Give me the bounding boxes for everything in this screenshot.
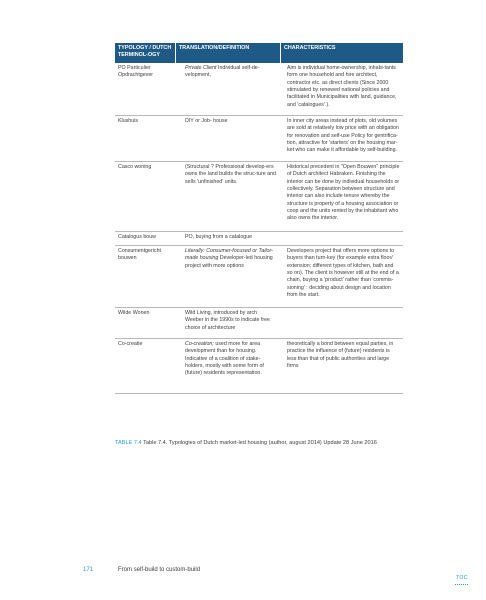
- page-number: 171: [83, 567, 94, 573]
- header-characteristics: CHARACTERISTICS: [280, 43, 403, 63]
- cell-typology: Co-creatie: [118, 340, 143, 347]
- cell-characteristics: Developers project that offers more options to buyers than turn-key (for example extra floor/ extension; different types of kitchen, bath and so on). The client is however still at the end of a chain, buying a 'product' rather than 'commis-sioning' : deciding about design and location from the start.: [280, 246, 403, 307]
- typology-table: [115, 43, 403, 394]
- caption-tag: TABLE 7.4: [115, 440, 142, 446]
- cell-translation: [175, 308, 280, 338]
- table-row: [115, 63, 403, 116]
- running-footer-title: From self-build to custom-build: [118, 567, 201, 573]
- cell-translation: [175, 246, 280, 307]
- cell-translation: [175, 232, 280, 245]
- cell-characteristics: [280, 232, 403, 245]
- header-typology: TYPOLOGY / DUTCH TERMINOL-OGY: [118, 45, 172, 59]
- table-row: [115, 162, 403, 232]
- cell-characteristics: theoretically a bond between equal parties, in practice the influence of (future) residents is less than that of public authorities and large firms: [280, 339, 403, 393]
- header-translation: TRANSLATION/DEFINITION: [175, 43, 280, 63]
- cell-characteristics: Historical precedent in "Open Bouwen" principle of Dutch architect Habraken. Finishing the interior can be done by individual households or collectively. Separation between structure and interior can also include tenure whereby the structure is property of a housing association or coop and the units rented by the inhabitant who also owns the interior.: [280, 162, 403, 231]
- toc-underline: [455, 584, 468, 585]
- cell-translation: [175, 339, 280, 393]
- cell-translation-text: (Structural ? Professional develop-ers owns the land builds the struc-ture and sells 'unfinished' units.: [185, 163, 276, 185]
- table-header: [115, 43, 403, 63]
- cell-typology: Wilde Wonen: [118, 309, 150, 316]
- cell-characteristics: In inner city areas instead of plots, old volumes are sold at relatively low price with an obligation for renovation and self-use Policy for gentrifica-tion, attractive for 'starters' on the housing mar-ket who can make it affordable by self-building.: [280, 116, 403, 161]
- cell-typology: Catalogus bouw: [118, 233, 156, 240]
- cell-translation-em: Literally: Consumer-focused or Tailor-made housing: [185, 247, 273, 262]
- cell-typology: Casco woning: [118, 163, 152, 170]
- cell-characteristics: [280, 308, 403, 338]
- cell-translation-text: PO, buying from a catalogue: [185, 233, 253, 240]
- toc-link[interactable]: TOC: [456, 575, 468, 581]
- cell-translation-text: Individual self-de-velopment,: [185, 64, 260, 79]
- cell-translation: [175, 116, 280, 161]
- table-row: [115, 308, 403, 339]
- cell-translation-text: DIY or Job- house: [185, 117, 228, 124]
- cell-translation: [175, 162, 280, 231]
- table-row: [115, 116, 403, 162]
- caption-text: Table 7.4. Typologies of Dutch market-led housing (author, august 2014) Update 28 June 2016: [143, 440, 377, 446]
- cell-translation-em: Private Client: [185, 64, 217, 71]
- table-row: [115, 246, 403, 308]
- cell-typology: Consumentgericht bouwen: [118, 247, 161, 262]
- cell-typology: Klushuis: [118, 117, 139, 124]
- cell-translation-text: used more for area development than for housing. Indicative of a coalition of stake-holders, mostly with some form of (future) residents representation.: [185, 340, 264, 377]
- table-row: [115, 232, 403, 246]
- cell-translation-text: Developer-led housing project with more options: [185, 255, 273, 269]
- table-caption: [115, 440, 377, 446]
- cell-characteristics: Aim is individual home-ownership, inhabi-tants form one household and hire architect, contractor etc. as direct clients (Since 2000 stimulated by renewed national policies and facilitated in Municipalities with land, guidance, and 'catalogues'.).: [280, 63, 403, 115]
- cell-typology: PO Particulier Opdrachtgever: [118, 64, 154, 79]
- cell-translation: [175, 63, 280, 115]
- cell-translation-em: Co-creation;: [185, 340, 214, 347]
- cell-translation-text: Wild Living, introduced by arch Weeber in the 1990s to indicate free choice of architecture: [185, 309, 271, 331]
- table-row: [115, 339, 403, 394]
